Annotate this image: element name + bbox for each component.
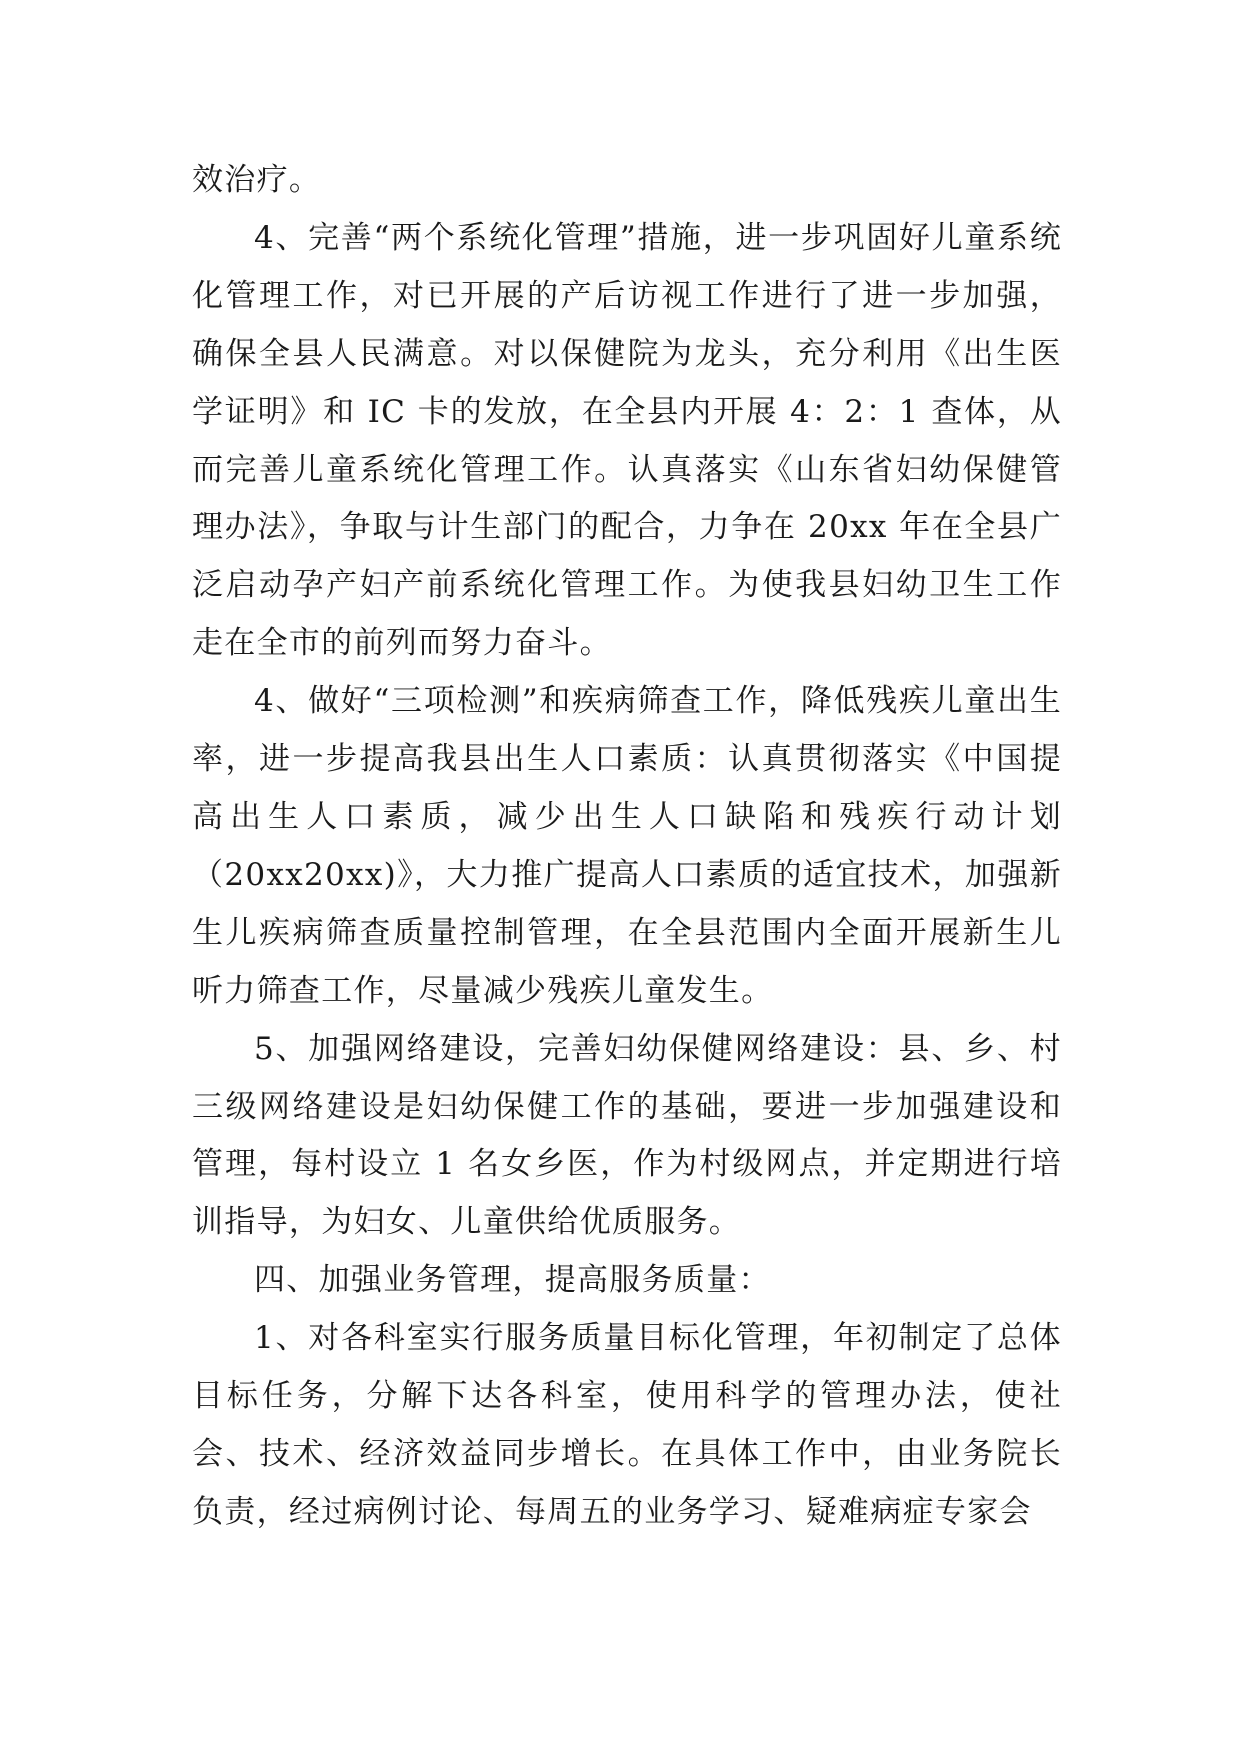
paragraph-network-building: 5、加强网络建设，完善妇幼保健网络建设：县、乡、村三级网络建设是妇幼保健工作的基础，要进一步加强建设和管理，每村设立 1 名女乡医，作为村级网点，并定期进行培训指导，为妇女、儿童供给优质服务。 xyxy=(192,1030,1063,1241)
paragraph-continuation: 效治疗。 xyxy=(192,162,322,198)
paragraph-child-management: 4、完善“两个系统化管理”措施，进一步巩固好儿童系统化管理工作，对已开展的产后访视工作进行了进一步加强，确保全县人民满意。对以保健院为龙头，充分利用《出生医学证明》和 IC 卡的发放，在全县内开展 4：2：1 查体，从而完善儿童系统化管理工作。认真落实《山东省妇幼保健管理办法》，争取与计生部门的配合，力争在 20xx 年在全县广泛启动孕产妇产前系统化管理工作。为使我县妇幼卫生工作走在全市的前列而努力奋斗。 xyxy=(192,219,1062,662)
paragraph-quality-management: 1、对各科室实行服务质量目标化管理，年初制定了总体目标任务，分解下达各科室，使用科学的管理办法，使社会、技术、经济效益同步增长。在具体工作中，由业务院长负责，经过病例讨论、每周五的业务学习、疑难病症专家会 xyxy=(192,1320,1062,1530)
paragraph-disease-screening: 4、做好“三项检测”和疾病筛查工作，降低残疾儿童出生率，进一步提高我县出生人口素质：认真贯彻落实《中国提高出生人口素质，减少出生人口缺陷和残疾行动计划（20xx20xx)》，大力推广提高人口素质的适宜技术，加强新生儿疾病筛查质量控制管理，在全县范围内全面开展新生儿听力筛查工作，尽量减少残疾儿童发生。 xyxy=(192,683,1062,1009)
section-heading-business-management: 四、加强业务管理，提高服务质量： xyxy=(254,1262,771,1299)
document-body xyxy=(192,152,1062,1542)
